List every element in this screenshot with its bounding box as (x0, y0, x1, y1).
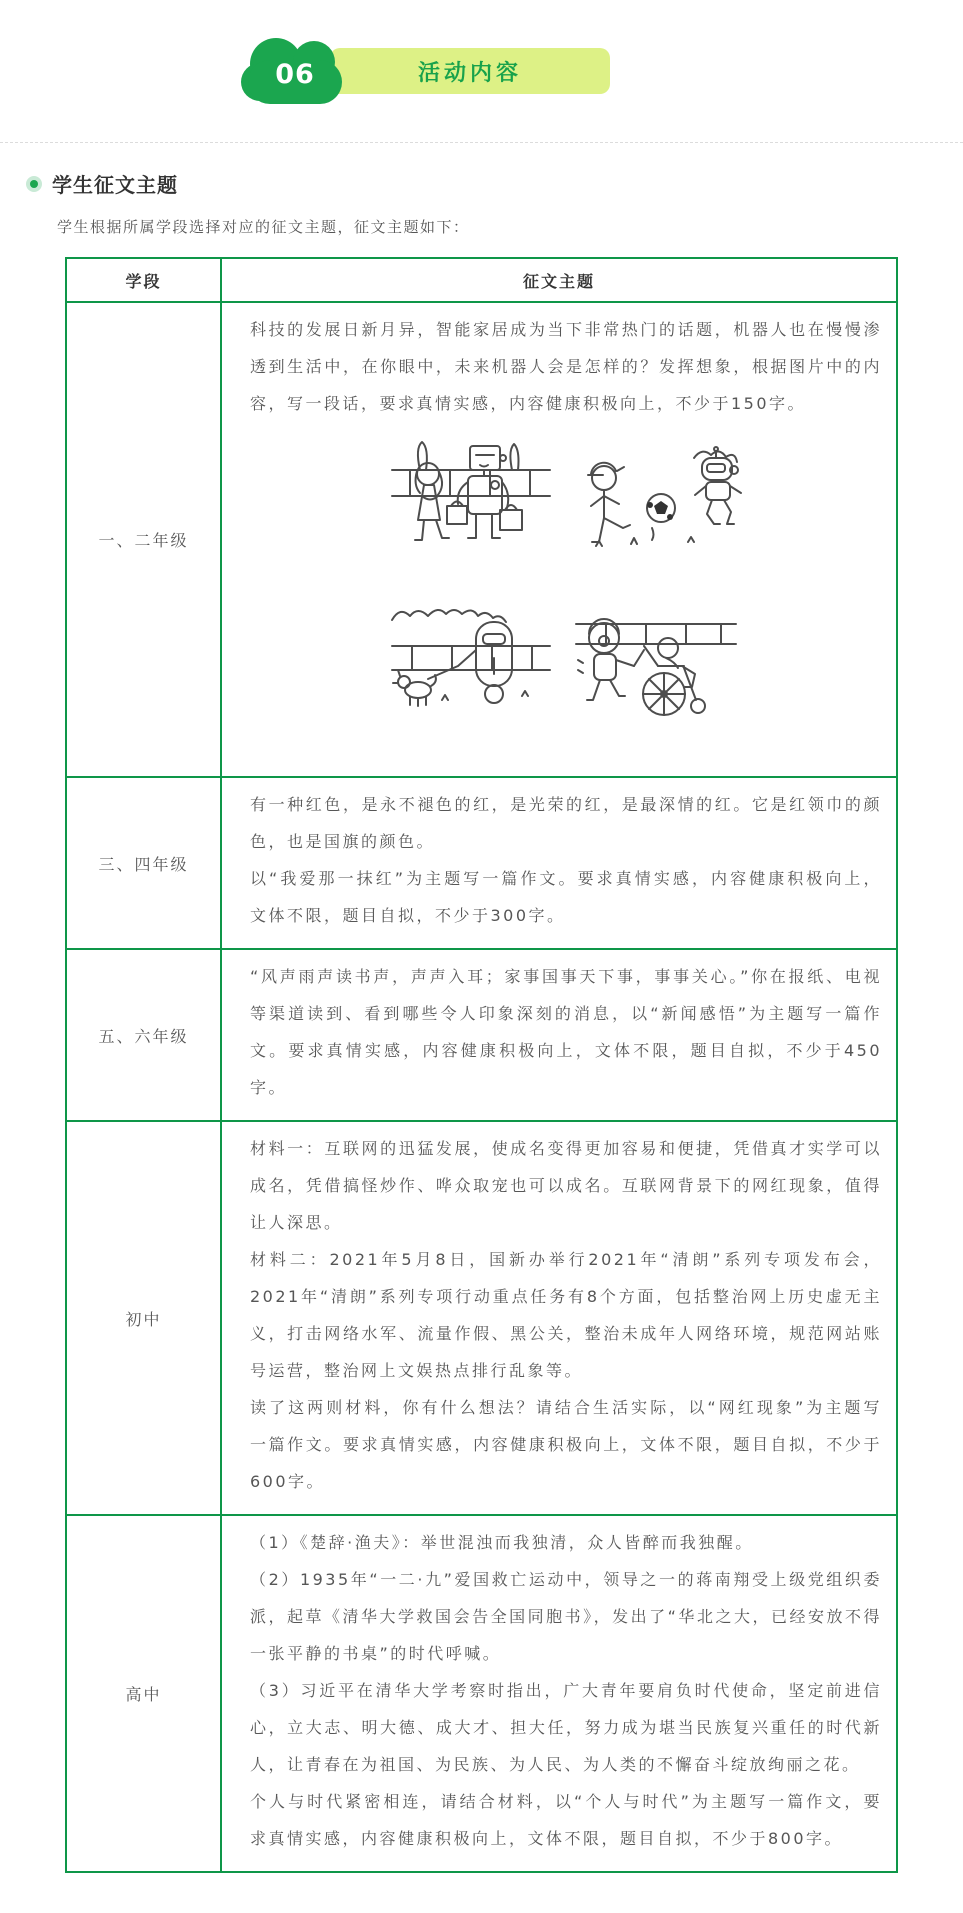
grade-cell: 五、六年级 (66, 949, 221, 1121)
section-title: 学生征文主题 (52, 173, 178, 197)
topic-paragraph: “风声雨声读书声，声声入耳；家事国事天下事，事事关心。”你在报纸、电视等渠道读到、看到哪些令人印象深刻的消息，以“新闻感悟”为主题写一篇作文。要求真情实感，内容健康积极向上，文体不限，题目自拟，不少于450字。 (250, 967, 882, 1097)
column-header-topic: 征文主题 (221, 258, 897, 302)
topic-cell (221, 302, 897, 777)
table-row (66, 302, 897, 777)
section-heading (30, 169, 963, 198)
topic-cell (221, 949, 897, 1121)
robots-illustration-svg (384, 436, 748, 736)
topic-paragraph: （1）《楚辞·渔夫》：举世混浊而我独清，众人皆醉而我独醒。 (250, 1533, 754, 1552)
topic-paragraph: 科技的发展日新月异，智能家居成为当下非常热门的话题，机器人也在慢慢渗透到生活中，在你眼中，未来机器人会是怎样的？发挥想象，根据图片中的内容，写一段话，要求真情实感，内容健康积极向上，不少于150字。 (250, 320, 882, 413)
bullet-icon (30, 180, 38, 188)
badge-number: 06 (275, 58, 315, 90)
topic-paragraph: （2）1935年“一二·九”爱国救亡运动中，领导之一的蒋南翔受上级党组织委派，起草《清华大学救国会告全国同胞书》，发出了“华北之大，已经安放不得一张平静的书桌”的时代呼喊。 (250, 1570, 882, 1663)
topic-paragraph: 以“我爱那一抹红”为主题写一篇作文。要求真情实感，内容健康积极向上，文体不限，题目自拟，不少于300字。 (250, 869, 882, 925)
table-row (66, 949, 897, 1121)
topics-table (65, 257, 898, 1873)
topic-paragraph: （3）习近平在清华大学考察时指出，广大青年要肩负时代使命，坚定前进信心，立大志、明大德、成大才、担大任，努力成为堪当民族复兴重任的时代新人，让青春在为祖国、为民族、为人民、为人类的不懈奋斗绽放绚丽之花。 (250, 1681, 882, 1774)
topic-paragraph: 有一种红色，是永不褪色的红，是光荣的红，是最深情的红。它是红领巾的颜色，也是国旗的颜色。 (250, 795, 882, 851)
grade-cell: 高中 (66, 1515, 221, 1872)
robots-illustration (384, 436, 748, 736)
page (0, 36, 963, 1873)
topic-cell (221, 1515, 897, 1872)
table-header-row (66, 258, 897, 302)
table-row (66, 1515, 897, 1872)
topic-paragraph: 材料二：2021年5月8日，国新办举行2021年“清朗”系列专项发布会，2021年“清朗”系列专项行动重点任务有8个方面，包括整治网上历史虚无主义，打击网络水军、流量作假、黑公关，整治未成年人网络环境，规范网站账号运营，整治网上文娱热点排行乱象等。 (250, 1250, 882, 1380)
section-banner (240, 36, 620, 108)
table-row (66, 777, 897, 949)
banner-number-badge (240, 36, 350, 108)
topic-cell (221, 777, 897, 949)
banner-title: 活动内容 (417, 60, 522, 86)
topic-paragraph: 读了这两则材料，你有什么想法？请结合生活实际，以“网红现象”为主题写一篇作文。要求真情实感，内容健康积极向上，文体不限，题目自拟，不少于600字。 (250, 1398, 882, 1491)
topic-paragraph: 个人与时代紧密相连，请结合材料，以“个人与时代”为主题写一篇作文，要求真情实感，内容健康积极向上，文体不限，题目自拟，不少于800字。 (250, 1792, 882, 1848)
banner-pill (330, 48, 610, 94)
grade-cell: 初中 (66, 1121, 221, 1515)
grade-cell: 一、二年级 (66, 302, 221, 777)
dashed-divider (0, 142, 963, 143)
table-row (66, 1121, 897, 1515)
grade-cell: 三、四年级 (66, 777, 221, 949)
topic-paragraph: 材料一：互联网的迅猛发展，使成名变得更加容易和便捷，凭借真才实学可以成名，凭借搞怪炒作、哗众取宠也可以成名。互联网背景下的网红现象，值得让人深思。 (250, 1139, 882, 1232)
topic-cell (221, 1121, 897, 1515)
column-header-grade: 学段 (66, 258, 221, 302)
section-subtitle: 学生根据所属学段选择对应的征文主题，征文主题如下： (57, 218, 470, 236)
